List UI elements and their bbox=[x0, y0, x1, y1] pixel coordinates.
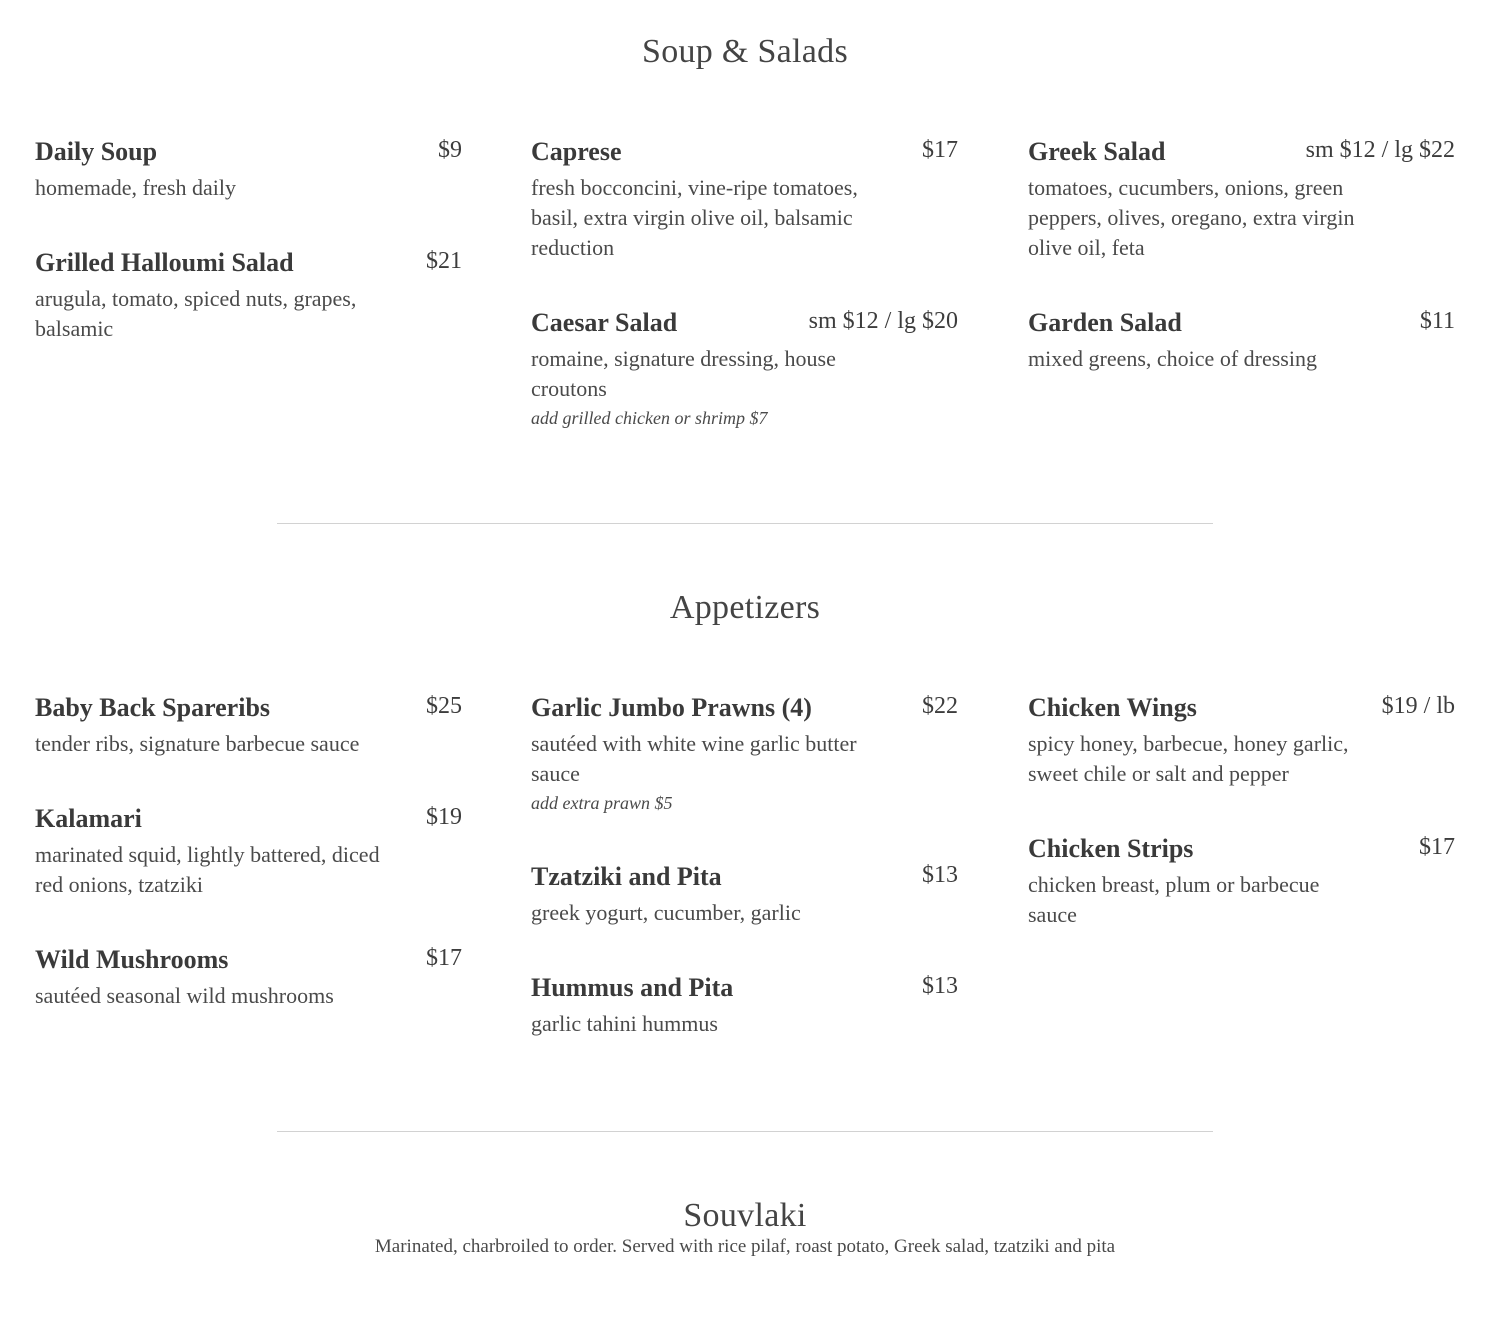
menu-item-chicken-strips bbox=[1028, 832, 1455, 930]
item-description: fresh bocconcini, vine-ripe tomatoes, basil, extra virgin olive oil, balsamic reduction bbox=[531, 175, 858, 260]
item-name: Baby Back Spareribs bbox=[35, 693, 271, 722]
menu-item-tzatziki-and-pita bbox=[531, 860, 958, 928]
menu-item-chicken-wings bbox=[1028, 691, 1455, 789]
item-name: Garden Salad bbox=[1028, 308, 1182, 337]
item-description: sautéed with white wine garlic butter sauce bbox=[531, 731, 857, 786]
item-price: $17 bbox=[922, 137, 958, 163]
item-name: Garlic Jumbo Prawns (4) bbox=[531, 693, 812, 722]
item-name: Greek Salad bbox=[1028, 137, 1166, 166]
item-name: Chicken Strips bbox=[1028, 834, 1194, 863]
section-divider bbox=[277, 1131, 1213, 1132]
item-name: Grilled Halloumi Salad bbox=[35, 248, 294, 277]
item-price: sm $12 / lg $20 bbox=[808, 308, 958, 334]
item-description: mixed greens, choice of dressing bbox=[1028, 346, 1317, 371]
item-note: add extra prawn $5 bbox=[531, 793, 673, 813]
menu-item-kalamari bbox=[35, 802, 462, 900]
item-description: chicken breast, plum or barbecue sauce bbox=[1028, 872, 1320, 927]
item-price: $25 bbox=[426, 693, 462, 719]
section-title-souvlaki: Souvlaki bbox=[683, 1197, 807, 1234]
item-description: tomatoes, cucumbers, onions, green peppers, olives, oregano, extra virgin olive oil, feta bbox=[1028, 175, 1355, 260]
item-name: Daily Soup bbox=[35, 137, 158, 166]
item-description: arugula, tomato, spiced nuts, grapes, balsamic bbox=[35, 286, 357, 341]
menu-item-caesar-salad bbox=[531, 306, 958, 430]
item-description: garlic tahini hummus bbox=[531, 1011, 718, 1036]
section-subtitle-souvlaki: Marinated, charbroiled to order. Served with rice pilaf, roast potato, Greek salad, tzatziki and pita bbox=[374, 1236, 1116, 1257]
item-price: $21 bbox=[426, 248, 462, 274]
menu-item-wild-mushrooms bbox=[35, 943, 462, 1011]
item-price: $22 bbox=[922, 693, 958, 719]
item-price: $17 bbox=[1419, 834, 1455, 860]
item-price: sm $12 / lg $22 bbox=[1305, 137, 1455, 163]
menu-item-grilled-halloumi-salad bbox=[35, 246, 462, 344]
item-name: Tzatziki and Pita bbox=[531, 862, 722, 891]
item-description: greek yogurt, cucumber, garlic bbox=[531, 900, 801, 925]
item-description: sautéed seasonal wild mushrooms bbox=[35, 983, 334, 1008]
item-name: Chicken Wings bbox=[1028, 693, 1197, 722]
item-name: Hummus and Pita bbox=[531, 973, 734, 1002]
item-price: $19 bbox=[426, 804, 462, 830]
menu-item-hummus-and-pita bbox=[531, 971, 958, 1039]
item-price: $13 bbox=[922, 862, 958, 888]
menu-item-greek-salad bbox=[1028, 135, 1455, 263]
item-price: $11 bbox=[1419, 308, 1455, 334]
item-price: $17 bbox=[426, 945, 462, 971]
item-description: tender ribs, signature barbecue sauce bbox=[35, 731, 360, 756]
item-name: Caesar Salad bbox=[531, 308, 678, 337]
menu-item-baby-back-spareribs bbox=[35, 691, 462, 759]
item-price: $9 bbox=[438, 137, 462, 163]
item-description: marinated squid, lightly battered, diced red onions, tzatziki bbox=[35, 842, 380, 897]
item-name: Caprese bbox=[531, 137, 622, 166]
item-description: homemade, fresh daily bbox=[35, 175, 236, 200]
item-price: $13 bbox=[922, 973, 958, 999]
menu-item-caprese bbox=[531, 135, 958, 263]
item-description: romaine, signature dressing, house croutons bbox=[531, 346, 836, 401]
section-title-appetizers: Appetizers bbox=[669, 589, 821, 626]
item-price: $19 / lb bbox=[1381, 693, 1455, 719]
item-description: spicy honey, barbecue, honey garlic, sweet chile or salt and pepper bbox=[1028, 731, 1349, 786]
menu-item-garden-salad bbox=[1028, 306, 1455, 374]
section-divider bbox=[277, 523, 1213, 524]
item-note: add grilled chicken or shrimp $7 bbox=[531, 408, 768, 428]
section-title-soup-salads: Soup & Salads bbox=[641, 33, 849, 70]
item-name: Kalamari bbox=[35, 804, 142, 833]
menu-item-garlic-jumbo-prawns bbox=[531, 691, 958, 815]
menu-item-daily-soup bbox=[35, 135, 462, 203]
item-name: Wild Mushrooms bbox=[35, 945, 229, 974]
